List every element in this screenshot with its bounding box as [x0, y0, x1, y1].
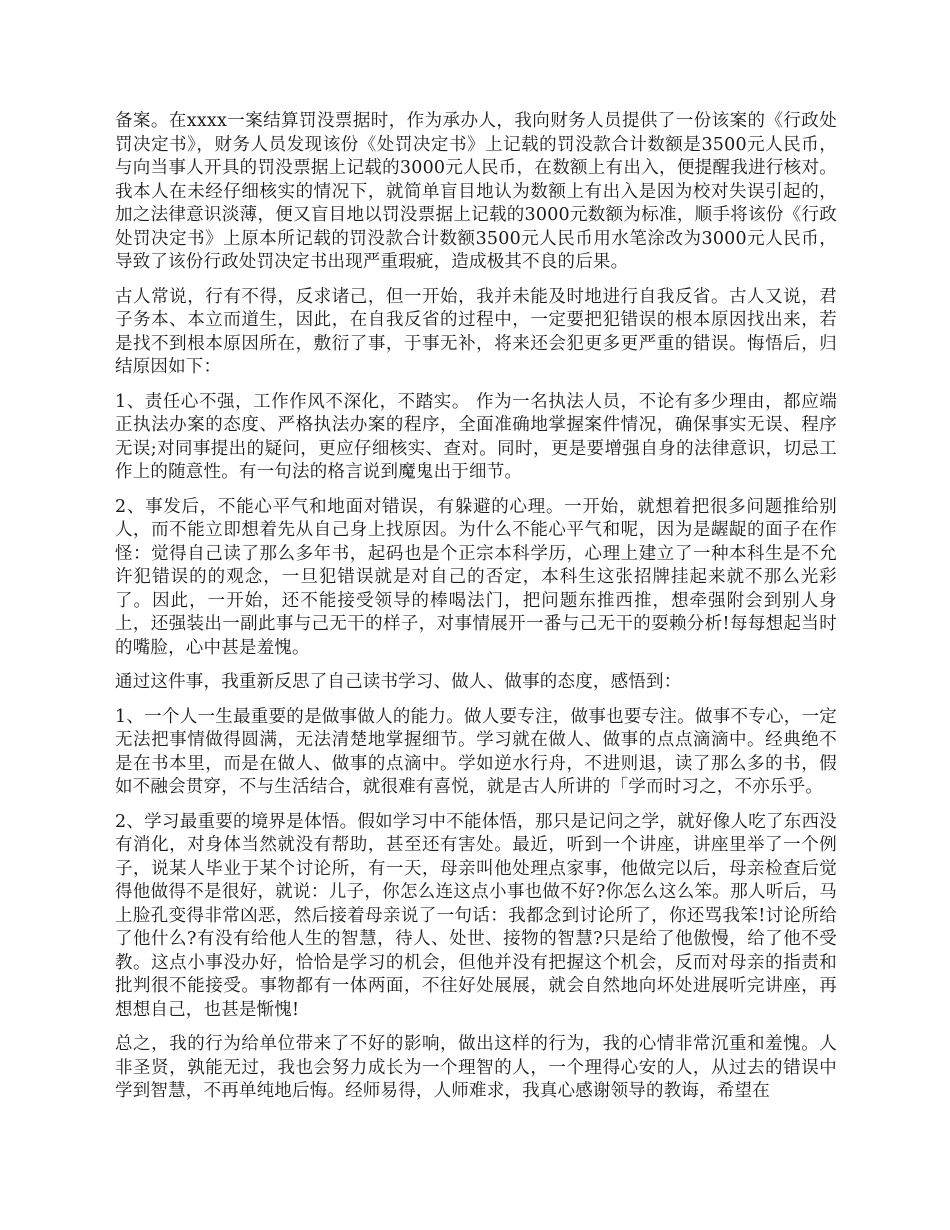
paragraph: 备案。在xxxx一案结算罚没票据时，作为承办人，我向财务人员提供了一份该案的《行政处罚决定书》，财务人员发现该份《处罚决定书》上记载的罚没款合计数额是3500元人民币，与向当事人开具的罚没票据上记载的3000元人民币，在数额上有出入，便提醒我进行核对。我本人在未经仔细核实的情况下，就简单盲目地认为数额上有出入是因为校对失误引起的，加之法律意识淡薄，便又盲目地以罚没票据上记载的3000元数额为标准，顺手将该份《行政处罚决定书》上原本所记载的罚没款合计数额3500元人民币用水笔涂改为3000元人民币，导致了该份行政处罚决定书出现严重瑕疵，造成极其不良的后果。 [115, 111, 837, 272]
paragraph: 1、责任心不强，工作作风不深化，不踏实。 作为一名执法人员，不论有多少理由，都应端正执法办案的态度、严格执法办案的程序，全面准确地掌握案件情况，确保事实无误、程序无误;对同事提出的疑问，更应仔细核实、查对。同时，更是要增强自身的法律意识，切忌工作上的随意性。有一句法的格言说到魔鬼出于细节。 [115, 391, 837, 482]
paragraph: 1、一个人一生最重要的是做事做人的能力。做人要专注，做事也要专注。做事不专心，一定无法把事情做得圆满，无法清楚地掌握细节。学习就在做人、做事的点点滴滴中。经典绝不是在书本里，而是在做人、做事的点滴中。学如逆水行舟，不进则退，读了那么多的书，假如不融会贯穿，不与生活结合，就很难有喜悦，就是古人所讲的「学而时习之，不亦乐乎。 [115, 706, 837, 797]
paragraph: 古人常说，行有不得，反求诸己，但一开始，我并未能及时地进行自我反省。古人又说，君子务本、本立而道生，因此，在自我反省的过程中，一定要把犯错误的根本原因找出来，若是找不到根本原因所在，敷衍了事，于事无补，将来还会犯更多更严重的错误。悔悟后，归结原因如下： [115, 286, 837, 377]
document-body [115, 110, 837, 1115]
paragraph: 2、事发后，不能心平气和地面对错误，有躲避的心理。一开始，就想着把很多问题推给别人，而不能立即想着先从自己身上找原因。为什么不能心平气和呢，因为是龌龊的面子在作怪：觉得自己读了那么多年书，起码也是个正宗本科学历，心理上建立了一种本科生是不允许犯错误的的观念，一旦犯错误就是对自己的否定，本科生这张招牌挂起来就不那么光彩了。因此，一开始，还不能接受领导的棒喝法门，把问题东推西推，想牵强附会到别人身上，还强装出一副此事与己无干的样子，对事情展开一番与己无干的耍赖分析!每每想起当时的嘴脸，心中甚是羞愧。 [115, 496, 837, 658]
paragraph: 通过这件事，我重新反思了自己读书学习、做人、做事的态度，感悟到： [115, 672, 682, 692]
paragraph: 总之，我的行为给单位带来了不好的影响，做出这样的行为，我的心情非常沉重和羞愧。人非圣贤，孰能无过，我也会努力成长为一个理智的人，一个理得心安的人，从过去的错误中学到智慧，不再单纯地后悔。经师易得，人师难求，我真心感谢领导的教诲，希望在 [115, 1034, 837, 1101]
paragraph: 2、学习最重要的境界是体悟。假如学习中不能体悟，那只是记问之学，就好像人吃了东西没有消化，对身体当然就没有帮助，甚至还有害处。最近，听到一个讲座，讲座里举了一个例子，说某人毕业于某个讨论所，有一天，母亲叫他处理点家事，他做完以后，母亲检查后觉得他做得不是很好，就说：儿子，你怎么连这点小事也做不好?你怎么这么笨。那人听后，马上脸孔变得非常凶恶，然后接着母亲说了一句话：我都念到讨论所了，你还骂我笨!讨论所给了他什么?有没有给他人生的智慧，待人、处世、接物的智慧?只是给了他傲慢，给了他不受教。这点小事没办好，恰恰是学习的机会，但他并没有把握这个机会，反而对母亲的指责和批判很不能接受。事物都有一体两面，不往好处展展，就会自然地向坏处进展听完讲座，再想想自己，也甚是惭愧! [115, 811, 837, 1020]
